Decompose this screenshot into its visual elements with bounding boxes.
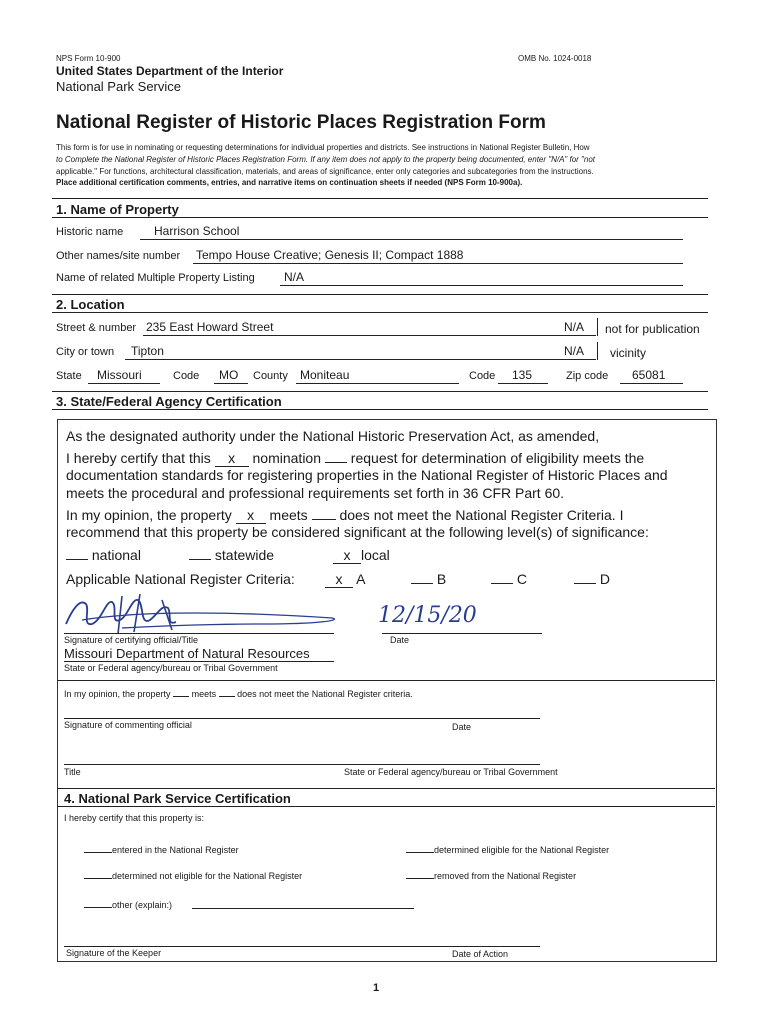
state-code-label: Code [173,370,200,382]
meets-mark: x [236,507,266,524]
criteria-letter: C [516,571,528,587]
vicinity-label: vicinity [610,346,647,360]
date-line [382,633,542,634]
option-determined-eligible [406,844,609,855]
opinion-line [64,688,413,699]
intro-line-1: This form is for use in nominating or requesting determinations for individual properties and districts. See instructions in National Register Bulletin, How [56,143,590,152]
opinion-text: In my opinion, the property [64,689,171,699]
national-blank [66,548,88,560]
mpl-value: N/A [284,270,305,284]
intro-line-3: applicable." For functions, architectural classification, materials, and areas of significance, enter only categories and subcategories from the instructions. [56,167,594,176]
divider [52,198,708,199]
field-underline [140,239,683,240]
criteria-letter: D [599,571,611,587]
cert-paragraph-4: meets the procedural and professional requirements set forth in 36 CFR Part 60. [66,485,565,501]
nfp-value: N/A [564,320,585,334]
field-underline [193,263,683,264]
cert-text: request for determination of eligibility meets the [350,450,645,466]
divider [57,806,715,807]
level-national [66,547,141,563]
divider [52,409,708,410]
other-names-label: Other names/site number [56,250,181,262]
comment-agency-label: State or Federal agency/bureau or Tribal Government [344,767,558,777]
title-label: Title [64,767,81,777]
level-statewide [189,547,274,563]
field-underline [214,383,248,384]
cert-text: I hereby certify that this [66,450,211,466]
criteria-b-blank [411,572,433,584]
criteria-a-mark: x [325,571,353,588]
opinion-text: does not meet the National Register criteria. [237,689,413,699]
section-1-heading: 1. Name of Property [56,202,179,217]
nfp-label: not for publication [605,322,700,336]
section-3-heading: 3. State/Federal Agency Certification [56,394,282,409]
criteria-letter: B [436,571,447,587]
historic-name-value: Harrison School [154,224,240,238]
divider [597,318,598,336]
option-not-eligible [84,870,302,881]
field-underline [88,383,160,384]
page-title: National Register of Historic Places Registration Form [56,112,546,133]
service: National Park Service [56,79,181,94]
option-label: removed from the National Register [434,871,577,881]
criteria-a [325,571,365,588]
option-label: entered in the National Register [112,845,239,855]
city-label: City or town [56,346,115,358]
state-label: State [56,370,82,382]
street-label: Street & number [56,322,137,334]
keeper-signature-label: Signature of the Keeper [66,948,162,958]
field-underline [548,359,596,360]
divider [597,342,598,360]
comment-signature-label: Signature of commenting official [64,720,192,730]
date-label: Date [390,635,410,645]
cert-text: nomination [252,450,322,466]
signature-label: Signature of certifying official/Title [64,635,199,645]
option-removed [406,870,576,881]
level-label: statewide [214,547,275,563]
other-explain-line [192,908,414,909]
criteria-label: Applicable National Register Criteria: [66,571,295,587]
cert-paragraph-1: As the designated authority under the National Historic Preservation Act, as amended, [66,428,600,444]
removed-blank [406,870,434,879]
cert-paragraph-3: documentation standards for registering properties in the National Register of Historic Places and [66,467,668,483]
agency-label: State or Federal agency/bureau or Tribal Government [64,663,278,673]
divider [52,217,708,218]
divider [52,391,708,392]
field-underline [498,383,548,384]
field-underline [620,383,683,384]
level-local [333,547,390,564]
criteria-c-blank [491,572,513,584]
omb-number: OMB No. 1024-0018 [518,54,592,63]
criteria-c [491,571,527,587]
cert-line-2 [66,450,644,467]
request-blank [325,451,347,463]
option-label: determined not eligible for the National Register [112,871,303,881]
cert-text: does not meet the National Register Criteria. I [339,507,624,523]
criteria-b [411,571,446,587]
field-underline [280,285,683,286]
county-code-value: 135 [512,368,533,382]
other-blank [84,899,112,908]
title-line [64,764,540,765]
official-signature [62,590,352,636]
state-value: Missouri [97,368,142,382]
divider [57,680,715,681]
does-not-meet-blank [219,688,235,697]
criteria-d [574,571,610,587]
other-names-value: Tempo House Creative; Genesis II; Compact 1888 [196,248,464,262]
nps-certify-text: I hereby certify that this property is: [64,813,205,823]
signature-line [64,633,334,634]
level-label: national [91,547,141,563]
agency-line [64,661,334,662]
section-4-heading: 4. National Park Service Certification [64,791,291,806]
form-number: NPS Form 10-900 [56,54,121,63]
entered-blank [84,844,112,853]
cert-paragraph-6: recommend that this property be considered significant at the following level(s) of significance: [66,524,649,540]
field-underline [296,383,459,384]
not-eligible-blank [84,870,112,879]
criteria-d-blank [574,572,596,584]
comment-date-label: Date [452,722,472,732]
field-underline [125,359,548,360]
eligible-blank [406,844,434,853]
statewide-blank [189,548,211,560]
nomination-mark: x [215,450,249,467]
local-mark: x [333,547,361,564]
field-underline [548,335,596,336]
agency-value: Missouri Department of Natural Resources [64,646,310,661]
opinion-text: meets [191,689,217,699]
option-entered [84,844,239,855]
divider [57,788,715,789]
signature-date: 12/15/20 [378,603,477,628]
option-label: determined eligible for the National Register [434,845,610,855]
county-label: County [253,370,288,382]
state-code-value: MO [219,368,239,382]
section-2-heading: 2. Location [56,297,125,312]
cert-line-5 [66,507,623,524]
field-underline [143,335,548,336]
criteria-letter: A [356,571,366,587]
city-value: Tipton [131,344,164,358]
divider [52,294,708,295]
zip-value: 65081 [632,368,666,382]
date-of-action-label: Date of Action [452,949,509,959]
county-code-label: Code [469,370,496,382]
county-value: Moniteau [300,368,350,382]
level-label: local [361,547,390,563]
keeper-signature-line [64,946,540,947]
vicinity-value: N/A [564,344,585,358]
historic-name-label: Historic name [56,226,124,238]
divider [52,312,708,313]
intro-line-2: to Complete the National Register of Historic Places Registration Form. If any item does not apply to the property being documented, enter "N/A" for "not [56,155,596,164]
department: United States Department of the Interior [56,64,284,78]
cert-text: In my opinion, the property [66,507,232,523]
mpl-label: Name of related Multiple Property Listing [56,272,255,284]
option-label: other (explain:) [112,900,173,910]
meets-blank [173,688,189,697]
page-number: 1 [373,982,380,994]
street-value: 235 East Howard Street [146,320,274,334]
does-not-meet-blank [312,508,336,520]
intro-line-4: Place additional certification comments, entries, and narrative items on continuation sheets if needed (NPS Form 10-900a). [56,178,523,187]
comment-signature-line [64,718,540,719]
zip-label: Zip code [566,370,609,382]
option-other [84,899,172,910]
cert-text: meets [269,507,308,523]
